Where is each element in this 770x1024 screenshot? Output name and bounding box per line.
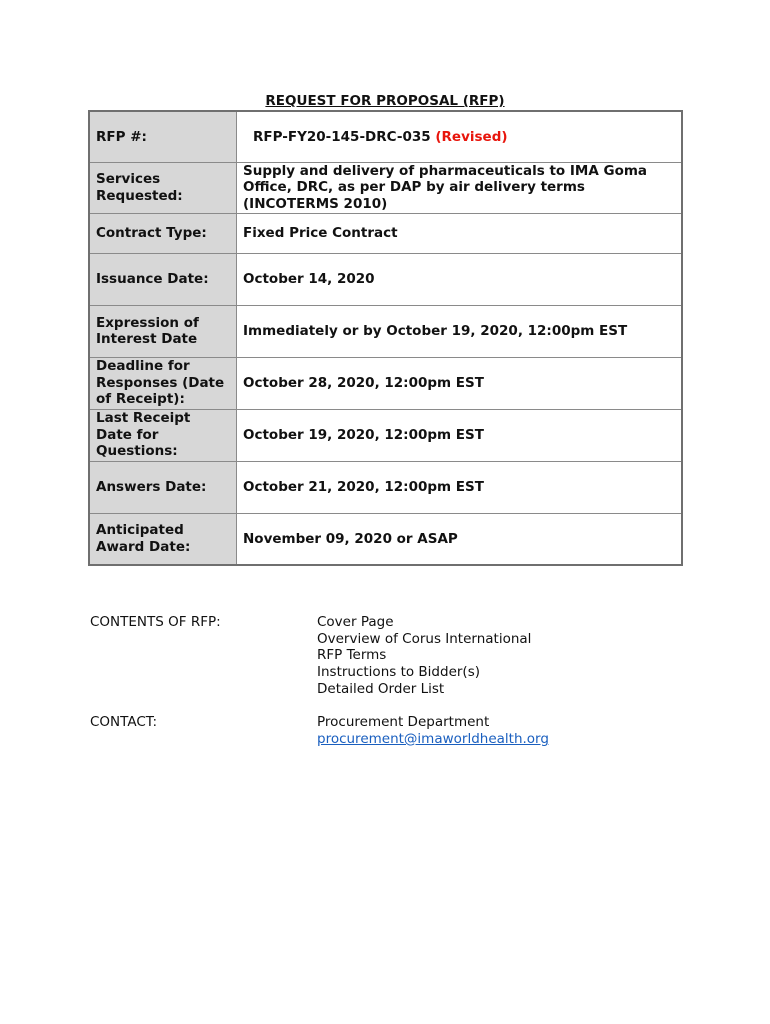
row-value-award-date: November 09, 2020 or ASAP (237, 513, 683, 565)
table-row (89, 162, 682, 213)
contact-email-link[interactable]: procurement@imaworldhealth.org (317, 730, 549, 747)
contents-list (317, 614, 531, 698)
row-value-answers-date: October 21, 2020, 12:00pm EST (237, 461, 683, 513)
row-label-rfp-number: RFP #: (89, 111, 237, 162)
row-label-answers-date: Answers Date: (89, 461, 237, 513)
table-row (89, 305, 682, 357)
row-value-contract-type: Fixed Price Contract (237, 213, 683, 253)
list-item: Detailed Order List (317, 680, 445, 697)
rfp-info-table (88, 110, 683, 566)
row-value-issuance-date: October 14, 2020 (237, 253, 683, 305)
row-label-services: Services Requested: (89, 162, 237, 213)
rfp-number: RFP-FY20-145-DRC-035 (253, 128, 431, 145)
row-value-deadline: October 28, 2020, 12:00pm EST (237, 357, 683, 409)
row-value-expression-of-interest: Immediately or by October 19, 2020, 12:00pm EST (237, 305, 683, 357)
contact-department: Procurement Department (317, 714, 490, 730)
table-row (89, 213, 682, 253)
row-label-last-receipt: Last Receipt Date for Questions: (89, 409, 237, 461)
table-row (89, 253, 682, 305)
contact-info (317, 714, 549, 747)
row-label-expression-of-interest: Expression of Interest Date (89, 305, 237, 357)
table-row (89, 409, 682, 461)
row-label-deadline: Deadline for Responses (Date of Receipt): (89, 357, 237, 409)
revised-badge: (Revised) (435, 128, 508, 145)
row-label-contract-type: Contract Type: (89, 213, 237, 253)
row-value-rfp-number (237, 111, 683, 162)
table-row (89, 513, 682, 565)
list-item: Cover Page (317, 614, 394, 630)
list-item: RFP Terms (317, 647, 387, 664)
row-label-issuance-date: Issuance Date: (89, 253, 237, 305)
contact-label: CONTACT: (90, 714, 158, 730)
row-label-award-date: Anticipated Award Date: (89, 513, 237, 565)
contents-label: CONTENTS OF RFP: (90, 614, 221, 630)
row-value-last-receipt: October 19, 2020, 12:00pm EST (237, 409, 683, 461)
row-value-services: Supply and delivery of pharmaceuticals to IMA Goma Office, DRC, as per DAP by air delivery terms (INCOTERMS 2010) (237, 162, 683, 213)
table-row (89, 357, 682, 409)
table-row (89, 111, 682, 162)
list-item: Instructions to Bidder(s) (317, 664, 480, 681)
page-title: REQUEST FOR PROPOSAL (RFP) (265, 93, 505, 109)
table-row (89, 461, 682, 513)
list-item: Overview of Corus International (317, 630, 532, 647)
